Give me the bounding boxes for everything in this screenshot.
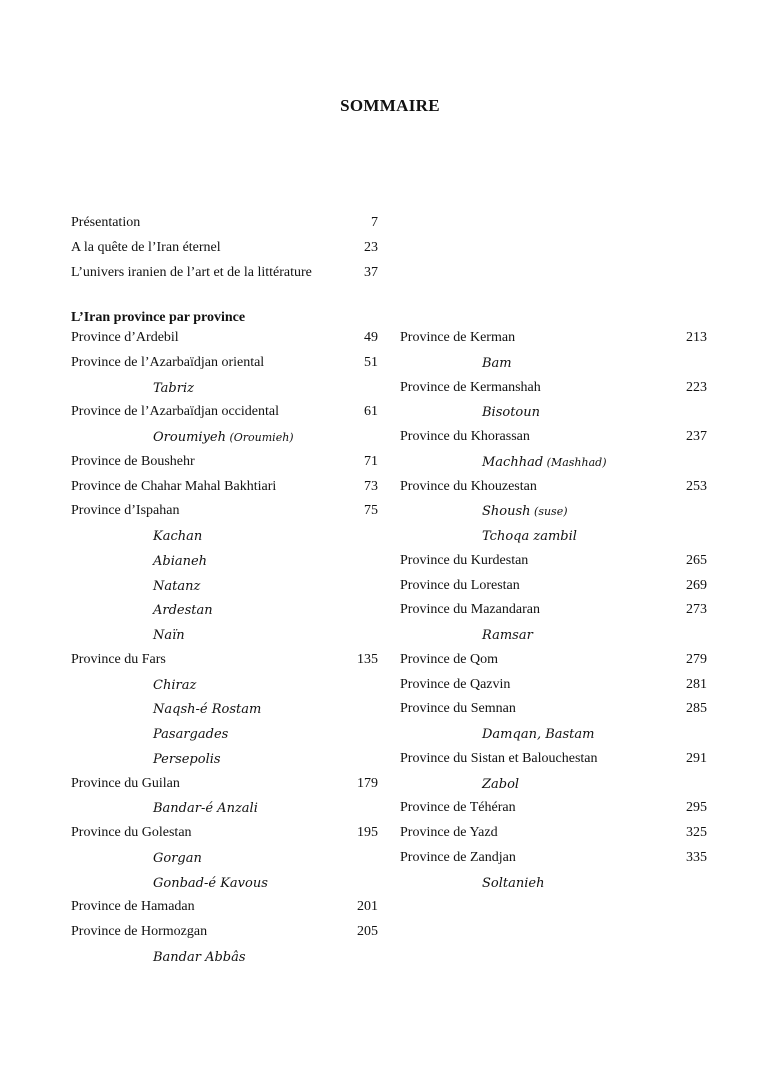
toc-page-number: 291 bbox=[686, 750, 707, 766]
toc-entry-label: Province de Hormozgan bbox=[71, 924, 208, 939]
toc-page-number: 335 bbox=[686, 849, 707, 865]
toc-subentry-label: Naïn bbox=[153, 628, 185, 643]
toc-subentry bbox=[482, 627, 533, 645]
toc-subentry bbox=[153, 380, 194, 398]
toc-entry[interactable] bbox=[400, 750, 707, 768]
toc-entry[interactable] bbox=[71, 239, 378, 257]
toc-subentry bbox=[153, 553, 207, 571]
toc-subentry-label: Persepolis bbox=[153, 751, 221, 767]
toc-subentry bbox=[153, 726, 228, 744]
page-title: SOMMAIRE bbox=[340, 96, 440, 115]
toc-subentry bbox=[482, 875, 544, 893]
toc-subentry bbox=[482, 528, 577, 546]
toc-entry[interactable] bbox=[71, 453, 378, 471]
toc-entry[interactable] bbox=[71, 354, 378, 372]
section-heading: L’Iran province par province bbox=[71, 310, 246, 325]
toc-entry-label: Province du Semnan bbox=[400, 701, 516, 717]
toc-entry-label: A la quête de l’Iran éternel bbox=[71, 239, 221, 255]
toc-subentry-label: Abianeh bbox=[153, 553, 208, 569]
toc-subentry bbox=[153, 751, 221, 769]
toc-entry[interactable] bbox=[400, 329, 707, 347]
toc-entry-label: Province d’Ispahan bbox=[71, 503, 180, 519]
toc-page-number: 213 bbox=[686, 330, 707, 345]
toc-subentry bbox=[482, 503, 568, 521]
toc-subentry-label: Tabriz bbox=[153, 380, 194, 396]
toc-entry[interactable] bbox=[71, 478, 378, 496]
toc-subentry-label: Damqan, Bastam bbox=[482, 727, 595, 742]
toc-page-number: 201 bbox=[357, 899, 378, 915]
toc-entry-label: Province du Kurdestan bbox=[400, 552, 529, 568]
toc-subentry bbox=[153, 677, 196, 695]
toc-subentry bbox=[153, 528, 202, 546]
toc-subentry bbox=[482, 404, 540, 422]
toc-subentry bbox=[153, 701, 261, 719]
toc-entry-label: Province de Hamadan bbox=[71, 899, 195, 915]
toc-subentry-note: (suse) bbox=[530, 505, 568, 519]
toc-page-number: 237 bbox=[686, 429, 707, 444]
toc-entry-label: Province de Yazd bbox=[400, 825, 498, 840]
toc-entry-label: Province de Kerman bbox=[400, 330, 516, 345]
toc-entry-label: Province de Chahar Mahal Bakhtiari bbox=[71, 478, 277, 494]
toc-page-number: 71 bbox=[364, 453, 378, 469]
toc-subentry-label: Naqsh-é Rostam bbox=[153, 702, 262, 718]
toc-page-number: 223 bbox=[686, 379, 707, 395]
toc-page-number: 295 bbox=[686, 800, 707, 816]
toc-entry[interactable] bbox=[400, 428, 707, 446]
toc-page-number: 269 bbox=[686, 577, 707, 593]
toc-entry[interactable] bbox=[71, 214, 378, 232]
toc-subentry bbox=[153, 800, 258, 818]
toc-entry-label: Province de Qazvin bbox=[400, 676, 511, 692]
toc-entry[interactable] bbox=[400, 552, 707, 570]
toc-entry[interactable] bbox=[400, 849, 707, 867]
toc-entry-label: L’univers iranien de l’art et de la littérature bbox=[71, 264, 312, 280]
toc-page-number: 75 bbox=[364, 503, 378, 519]
toc-page-number: 205 bbox=[357, 924, 378, 939]
toc-page-number: 23 bbox=[364, 239, 378, 255]
toc-page-number: 51 bbox=[364, 354, 378, 370]
toc-page-number: 49 bbox=[364, 330, 378, 345]
toc-entry-label: Province du Guilan bbox=[71, 775, 180, 791]
toc-subentry bbox=[153, 949, 246, 967]
toc-entry-label: Province du Mazandaran bbox=[400, 602, 540, 618]
toc-entry[interactable] bbox=[400, 700, 707, 718]
toc-subentry bbox=[482, 355, 512, 373]
toc-entry-label: Province de Qom bbox=[400, 651, 498, 667]
toc-subentry-label: Gorgan bbox=[153, 850, 202, 866]
toc-subentry bbox=[153, 850, 202, 868]
toc-page-number: 285 bbox=[686, 701, 707, 717]
toc-subentry bbox=[153, 429, 294, 447]
toc-subentry-label: Kachan bbox=[153, 529, 203, 544]
toc-entry[interactable] bbox=[400, 676, 707, 694]
toc-subentry-label: Ramsar bbox=[482, 628, 533, 643]
toc-page-number: 135 bbox=[357, 651, 378, 667]
toc-page-number: 61 bbox=[364, 404, 378, 420]
toc-subentry-label: Soltanieh bbox=[482, 875, 545, 891]
toc-subentry-label: Shoush bbox=[482, 504, 531, 520]
toc-entry[interactable] bbox=[400, 379, 707, 397]
toc-subentry-label: Machhad bbox=[482, 454, 544, 470]
toc-page-number: 325 bbox=[686, 825, 707, 840]
toc-entry-label: Province du Fars bbox=[71, 651, 166, 667]
toc-entry-label: Présentation bbox=[71, 215, 141, 230]
toc-subentry bbox=[482, 454, 607, 472]
toc-entry[interactable] bbox=[400, 651, 707, 669]
toc-subentry-label: Natanz bbox=[153, 578, 201, 594]
toc-subentry-label: Gonbad-é Kavous bbox=[153, 875, 268, 891]
toc-subentry bbox=[153, 875, 268, 893]
toc-entry-label: Province de Boushehr bbox=[71, 453, 195, 469]
toc-entry[interactable] bbox=[400, 577, 707, 595]
toc-subentry-label: Tchoqa zambil bbox=[482, 529, 577, 544]
toc-entry[interactable] bbox=[71, 898, 378, 916]
toc-entry[interactable] bbox=[400, 799, 707, 817]
toc-entry-label: Province du Khouzestan bbox=[400, 478, 537, 494]
toc-entry-label: Province de l’Azarbaïdjan oriental bbox=[71, 354, 265, 370]
toc-entry-label: Province de Zandjan bbox=[400, 849, 516, 865]
toc-entry[interactable] bbox=[71, 775, 378, 793]
toc-subentry-note: (Oroumieh) bbox=[225, 431, 294, 444]
toc-entry[interactable] bbox=[400, 601, 707, 619]
toc-entry-label: Province du Lorestan bbox=[400, 577, 520, 593]
toc-page-number: 253 bbox=[686, 478, 707, 494]
toc-entry[interactable] bbox=[71, 264, 378, 282]
toc-entry[interactable] bbox=[400, 824, 707, 842]
toc-page-number: 273 bbox=[686, 602, 707, 618]
toc-subentry-label: Chiraz bbox=[153, 677, 197, 693]
toc-subentry-label: Zabol bbox=[482, 776, 520, 792]
toc-entry[interactable] bbox=[71, 329, 378, 347]
toc-page-number: 179 bbox=[357, 775, 378, 791]
toc-entry[interactable] bbox=[71, 651, 378, 669]
toc-entry-label: Province du Golestan bbox=[71, 825, 192, 840]
toc-entry[interactable] bbox=[71, 502, 378, 520]
toc-subentry bbox=[153, 602, 213, 620]
toc-entry-label: Province de l’Azarbaïdjan occidental bbox=[71, 404, 279, 420]
toc-entry[interactable] bbox=[71, 824, 378, 842]
toc-page-number: 279 bbox=[686, 651, 707, 667]
toc-subentry-note: (Mashhad) bbox=[543, 455, 607, 469]
toc-page-number: 281 bbox=[686, 676, 707, 692]
toc-subentry bbox=[153, 627, 185, 645]
toc-subentry-label: Ardestan bbox=[153, 603, 213, 619]
toc-entry-label: Province du Sistan et Balouchestan bbox=[400, 750, 598, 766]
toc-subentry-label: Bisotoun bbox=[482, 405, 541, 421]
toc-subentry-label: Bandar Abbâs bbox=[153, 949, 246, 965]
toc-subentry bbox=[153, 578, 200, 596]
toc-entry-label: Province de Kermanshah bbox=[400, 379, 541, 395]
toc-page-number: 73 bbox=[364, 478, 378, 494]
toc-entry-label: Province de Téhéran bbox=[400, 800, 516, 816]
toc-entry-label: Province d’Ardebil bbox=[71, 330, 179, 345]
toc-entry[interactable] bbox=[71, 923, 378, 941]
toc-subentry-label: Bandar-é Anzali bbox=[153, 801, 258, 817]
toc-subentry-label: Oroumiyeh bbox=[153, 430, 226, 445]
toc-page-number: 7 bbox=[371, 215, 378, 230]
toc-subentry bbox=[482, 776, 519, 794]
toc-subentry-label: Pasargades bbox=[153, 727, 229, 742]
toc-entry[interactable] bbox=[400, 478, 707, 496]
toc-subentry bbox=[482, 726, 595, 744]
toc-entry-label: Province du Khorassan bbox=[400, 429, 530, 444]
toc-entry[interactable] bbox=[71, 403, 378, 421]
toc-subentry-label: Bam bbox=[482, 355, 512, 371]
toc-page-number: 37 bbox=[364, 264, 378, 280]
toc-page-number: 195 bbox=[357, 825, 378, 840]
toc-page-number: 265 bbox=[686, 552, 707, 568]
